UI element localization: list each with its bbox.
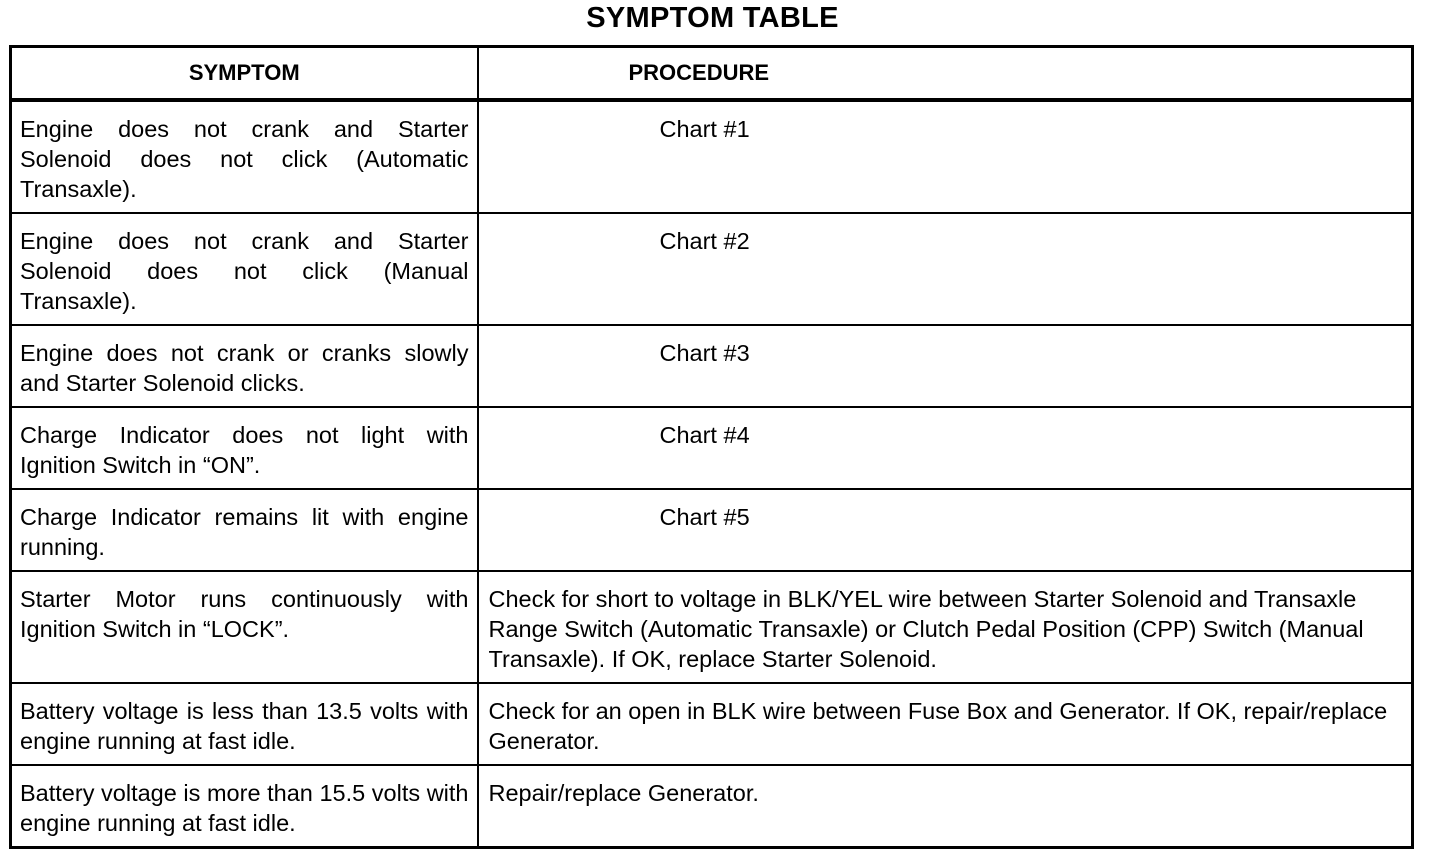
symptom-cell: Engine does not crank and Starter Solenoid does not click (Automatic Transaxle). (11, 100, 478, 213)
procedure-cell: Chart #4 (478, 407, 1413, 489)
procedure-cell: Chart #3 (478, 325, 1413, 407)
procedure-column-header: PROCEDURE (478, 47, 1413, 101)
procedure-cell: Chart #5 (478, 489, 1413, 571)
table-row (11, 325, 1413, 407)
procedure-cell: Chart #1 (478, 100, 1413, 213)
procedure-cell: Check for short to voltage in BLK/YEL wire between Starter Solenoid and Transaxle Range Switch (Automatic Transaxle) or Clutch Pedal Position (CPP) Switch (Manual Transaxle). If OK, replace Starter Solenoid. (478, 571, 1413, 683)
table-row (11, 683, 1413, 765)
table-row (11, 571, 1413, 683)
symptom-cell: Battery voltage is less than 13.5 volts with engine running at fast idle. (11, 683, 478, 765)
symptom-column-header: SYMPTOM (11, 47, 478, 101)
page-title: SYMPTOM TABLE (586, 2, 839, 34)
table-row (11, 100, 1413, 213)
symptom-cell: Charge Indicator does not light with Ignition Switch in “ON”. (11, 407, 478, 489)
symptom-cell: Battery voltage is more than 15.5 volts with engine running at fast idle. (11, 765, 478, 848)
table-row (11, 489, 1413, 571)
procedure-cell: Chart #2 (478, 213, 1413, 325)
symptom-cell: Charge Indicator remains lit with engine running. (11, 489, 478, 571)
symptom-cell: Engine does not crank and Starter Solenoid does not click (Manual Transaxle). (11, 213, 478, 325)
table-row (11, 765, 1413, 848)
table-row (11, 407, 1413, 489)
procedure-cell: Check for an open in BLK wire between Fuse Box and Generator. If OK, repair/replace Generator. (478, 683, 1413, 765)
table-header-row (11, 47, 1413, 101)
table-row (11, 213, 1413, 325)
procedure-cell: Repair/replace Generator. (478, 765, 1413, 848)
symptom-table (9, 45, 1414, 849)
symptom-cell: Starter Motor runs continuously with Ignition Switch in “LOCK”. (11, 571, 478, 683)
symptom-cell: Engine does not crank or cranks slowly and Starter Solenoid clicks. (11, 325, 478, 407)
